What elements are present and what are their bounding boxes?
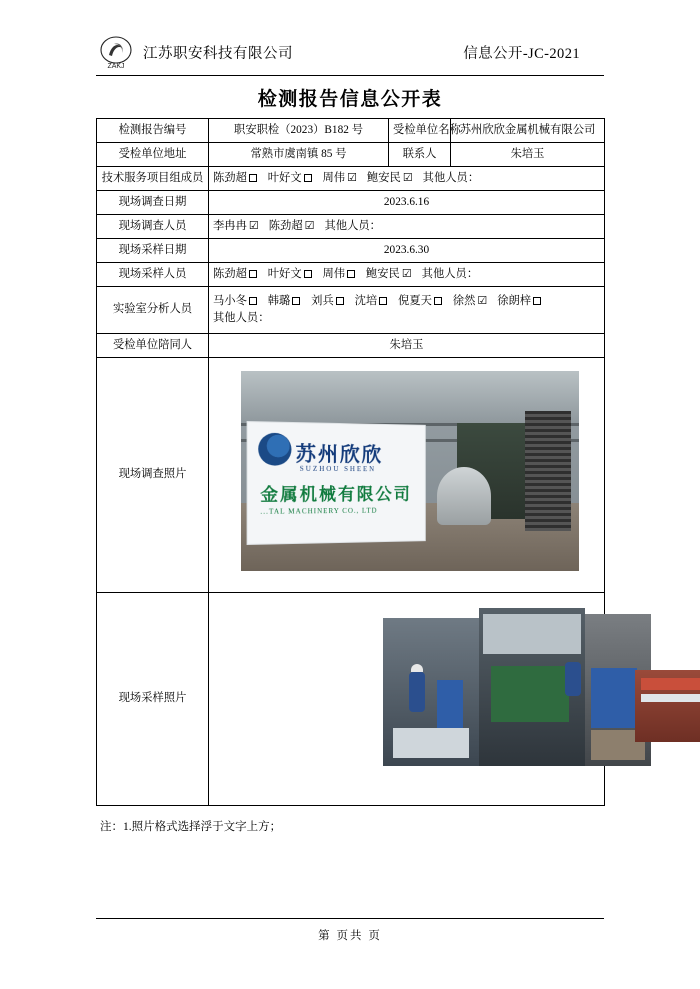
checkbox-unchecked-icon[interactable] [249,297,257,305]
survey-date-label: 现场调查日期 [97,190,209,214]
accompany-value: 朱培玉 [209,333,605,357]
checkbox-unchecked-icon[interactable] [379,297,387,305]
checkbox-checked-icon[interactable]: ☑ [248,219,259,232]
accompany-label: 受检单位陪同人 [97,333,209,357]
survey-date-value: 2023.6.16 [209,190,605,214]
table-row [97,214,605,238]
photo-ceiling [483,614,581,654]
svg-text:ZAKJ: ZAKJ [107,62,125,70]
table-row [97,286,605,333]
survey-photo-label: 现场调查照片 [97,357,209,592]
table-row [97,262,605,286]
survey-staff-member[interactable]: 陈劲超 ☑ [269,218,315,235]
checkbox-checked-icon[interactable]: ☑ [347,171,357,184]
company-logo-icon [96,35,136,71]
address-value: 常熟市虞南镇 85 号 [209,142,389,166]
sign-line-4: ...TAL MACHINERY CO., LTD [260,506,378,516]
header-left-group [96,35,293,71]
sample-photo-cell [209,592,605,805]
sampling-staff-other-label: 其他人员： [421,267,479,280]
sample-photo-label: 现场采样照片 [97,592,209,805]
footnote: 注：1.照片格式选择浮于文字上方； [100,821,282,833]
team-label: 技术服务项目组成员 [97,166,209,190]
client-value: 苏州欣欣金属机械有限公司 [451,119,605,143]
lab-staff-member[interactable]: 沈培 [355,293,389,310]
team-members-cell [209,166,605,190]
checkbox-unchecked-icon[interactable] [249,270,257,278]
photo-banner-sub [641,694,700,702]
lab-staff-member[interactable]: 马小冬 [213,293,258,310]
team-member[interactable]: 周伟 ☑ [322,170,357,187]
table-row [97,238,605,262]
checkbox-checked-icon[interactable]: ☑ [304,219,315,232]
lab-staff-member[interactable]: 徐然 ☑ [453,293,488,310]
survey-photo-cell [209,357,605,592]
team-member[interactable]: 鲍安民 ☑ [367,170,413,187]
team-member[interactable]: 叶好文 [268,170,313,187]
lab-staff-other-label: 其他人员： [213,311,270,324]
table-row [97,166,605,190]
sample-photo-wrap [213,596,600,802]
checkbox-unchecked-icon[interactable] [434,297,442,305]
lab-staff-line2 [213,310,600,327]
survey-staff-member[interactable]: 李冉冉 ☑ [213,218,259,235]
info-table [96,118,605,806]
sampling-staff-member[interactable]: 周伟 [322,266,356,283]
table-row [97,190,605,214]
checkbox-checked-icon[interactable]: ☑ [477,294,488,307]
team-other-label: 其他人员： [422,171,480,184]
contact-value: 朱培玉 [451,142,605,166]
photo-fan [437,467,491,525]
document-code: 信息公开-JC-2021 [463,46,580,62]
checkbox-unchecked-icon[interactable] [336,297,344,305]
survey-photo-wrap [213,361,600,589]
sample-photo-1 [383,618,479,766]
photo-machine [491,666,569,722]
sampling-date-value: 2023.6.30 [209,238,605,262]
lab-staff-member[interactable]: 徐朗梓 [497,293,542,310]
lab-staff-line1 [213,293,600,310]
checkbox-unchecked-icon[interactable] [249,174,257,182]
sampling-staff-cell [209,262,605,286]
lab-staff-label: 实验室分析人员 [97,286,209,333]
survey-staff-other-label: 其他人员： [324,219,381,232]
table-row-survey-photo [97,357,605,592]
sampling-staff-label: 现场采样人员 [97,262,209,286]
page-title: 检测报告信息公开表 [257,89,443,110]
contact-label: 联系人 [389,142,451,166]
checkbox-unchecked-icon[interactable] [533,297,541,305]
page-header [96,30,604,76]
report-no-label: 检测报告编号 [97,119,209,143]
photo-equipment [437,680,463,728]
page-footer: 第 页共 页 [96,918,604,943]
photo-floor-area [393,728,469,758]
sampling-staff-member[interactable]: 叶好文 [268,266,313,283]
report-no-value: 职安职检（2023）B182 号 [209,119,389,143]
survey-staff-cell [209,214,605,238]
checkbox-unchecked-icon[interactable] [292,297,300,305]
sample-photo-4 [635,670,700,742]
table-row [97,333,605,357]
sign-line-1: 苏州欣欣 [295,442,384,466]
photo-worker [565,662,581,696]
photo-company-sign [247,421,426,545]
company-name: 江苏职安科技有限公司 [143,46,293,62]
sign-line-2: SUZHOU SHEEN [299,464,377,473]
survey-photo-image [241,371,579,571]
checkbox-unchecked-icon[interactable] [304,174,312,182]
sampling-staff-member[interactable]: 鲍安民 ☑ [366,266,412,283]
lab-staff-cell [209,286,605,333]
table-row [97,119,605,143]
checkbox-checked-icon[interactable]: ☑ [401,267,412,280]
checkbox-unchecked-icon[interactable] [347,270,355,278]
table-row-sample-photo [97,592,605,805]
photo-banner [641,678,700,690]
sample-photo-2 [479,608,585,766]
sign-logo-icon [258,432,291,465]
checkbox-checked-icon[interactable]: ☑ [402,171,413,184]
photo-equipment [591,668,637,728]
photo-coil-stack [525,411,571,531]
sampling-date-label: 现场采样日期 [97,238,209,262]
sampling-staff-member[interactable]: 陈劲超 [213,266,258,283]
lab-staff-member[interactable]: 刘兵 [311,293,345,310]
team-member[interactable]: 陈劲超 [213,170,258,187]
table-row [97,142,605,166]
address-label: 受检单位地址 [97,142,209,166]
photo-worker [409,672,425,712]
checkbox-unchecked-icon[interactable] [304,270,312,278]
sign-line-3: 金属机械有限公司 [260,484,412,505]
lab-staff-member[interactable]: 韩璐 [268,293,302,310]
sample-photo-group [383,608,700,788]
lab-staff-member[interactable]: 倪夏天 [398,293,443,310]
photo-helmet [411,664,423,672]
client-label: 受检单位名称 [389,119,451,143]
survey-staff-label: 现场调查人员 [97,214,209,238]
